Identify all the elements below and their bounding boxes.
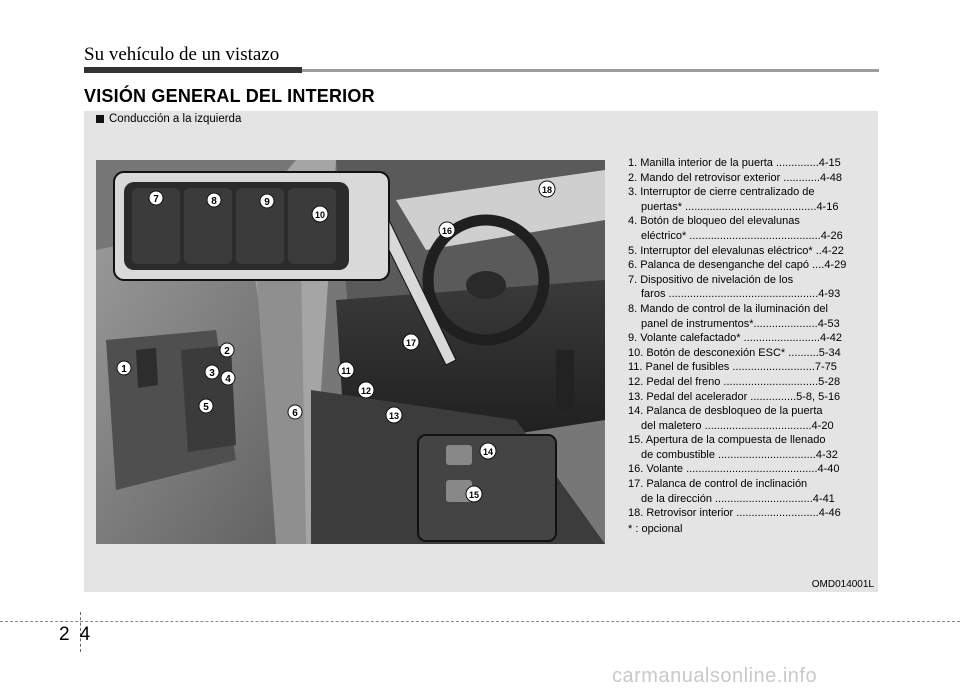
figure-label-text: Conducción a la izquierda <box>109 113 242 125</box>
callout-6 <box>288 405 302 419</box>
square-bullet-icon <box>96 115 104 123</box>
callout-8 <box>207 193 221 207</box>
svg-text:2: 2 <box>224 346 230 357</box>
svg-text:8: 8 <box>211 196 217 207</box>
svg-text:11: 11 <box>341 366 351 376</box>
legend-item: 12. Pedal del freno ...............................5-28 <box>628 375 841 388</box>
callout-18 <box>539 181 555 197</box>
svg-text:9: 9 <box>264 197 270 208</box>
svg-text:3: 3 <box>209 368 215 379</box>
callout-10 <box>312 206 328 222</box>
callout-9 <box>260 194 274 208</box>
callout-14 <box>480 443 496 459</box>
legend-item: 7. Dispositivo de nivelación de los faros .................................................4-93 <box>628 273 841 301</box>
callout-17 <box>403 334 419 350</box>
legend-item: 14. Palanca de desbloqueo de la puerta del maletero ...................................4-20 <box>628 405 834 432</box>
svg-text:14: 14 <box>482 447 494 457</box>
legend-item: 16. Volante ...........................................4-40 <box>628 463 840 476</box>
legend-item: 11. Panel de fusibles ...........................7-75 <box>628 361 837 374</box>
callout-3 <box>205 365 219 379</box>
legend-item: 8. Mando de control de la iluminación del panel de instrumentos*.....................4-53 <box>628 302 840 330</box>
legend-item: 15. Apertura de la compuesta de llenado de combustible ................................4-32 <box>628 434 838 461</box>
legend-item: 6. Palanca de desenganche del capó ....4-29 <box>628 259 847 272</box>
callout-5 <box>199 399 213 413</box>
header-rule-accent <box>84 67 302 73</box>
running-title: Su vehículo de un vistazo <box>84 44 280 65</box>
callout-2 <box>220 343 234 357</box>
legend-item: 4. Botón de bloqueo del elevalunas eléctrico* ...........................................4-26 <box>628 215 843 242</box>
legend-item: 1. Manilla interior de la puerta ..............4-15 <box>628 157 841 169</box>
legend-item: 13. Pedal del acelerador ...............5-8, 5-16 <box>628 390 841 403</box>
callout-4 <box>221 371 235 385</box>
figure-label <box>96 113 241 125</box>
svg-text:16: 16 <box>441 226 453 236</box>
legend-item: 9. Volante calefactado* .........................4-42 <box>628 332 843 345</box>
svg-text:7: 7 <box>153 194 159 205</box>
legend-item: 2. Mando del retrovisor exterior ............4-48 <box>628 171 842 184</box>
svg-text:4: 4 <box>225 374 231 385</box>
legend-item: 3. Interruptor de cierre centralizado de puertas* ...........................................4-16 <box>628 186 839 213</box>
callout-16 <box>439 222 455 238</box>
callout-7 <box>149 191 163 205</box>
callout-12 <box>358 382 374 398</box>
footer-rule <box>0 621 960 622</box>
svg-text:6: 6 <box>292 408 298 419</box>
svg-text:17: 17 <box>405 338 417 348</box>
svg-text:15: 15 <box>468 490 480 500</box>
callout-15 <box>466 486 482 502</box>
section-title: VISIÓN GENERAL DEL INTERIOR <box>84 86 375 106</box>
legend-item: 17. Palanca de control de inclinación de la dirección ................................4-41 <box>628 478 835 505</box>
svg-text:5: 5 <box>203 402 209 413</box>
optional-note: * : opcional <box>628 522 683 535</box>
legend-list <box>628 156 868 536</box>
svg-text:18: 18 <box>541 185 553 195</box>
figure-ref-code: OMD014001L <box>811 579 874 590</box>
legend-item: 5. Interruptor del elevalunas eléctrico* ..4-22 <box>628 244 844 257</box>
svg-text:10: 10 <box>314 210 326 220</box>
legend-item: 18. Retrovisor interior ...........................4-46 <box>628 507 841 520</box>
legend-item: 10. Botón de desconexión ESC* ..........5-34 <box>628 346 841 359</box>
figure-panel <box>84 111 878 592</box>
watermark-text: carmanualsonline.info <box>612 665 818 687</box>
page-number: 24 <box>59 624 101 645</box>
callout-11 <box>338 362 354 378</box>
interior-illustration <box>96 160 605 544</box>
interior-photo <box>96 160 605 544</box>
svg-text:1: 1 <box>121 364 127 375</box>
callout-13 <box>386 407 402 423</box>
svg-text:13: 13 <box>388 411 400 421</box>
callout-1 <box>117 361 131 375</box>
svg-text:12: 12 <box>360 386 372 396</box>
